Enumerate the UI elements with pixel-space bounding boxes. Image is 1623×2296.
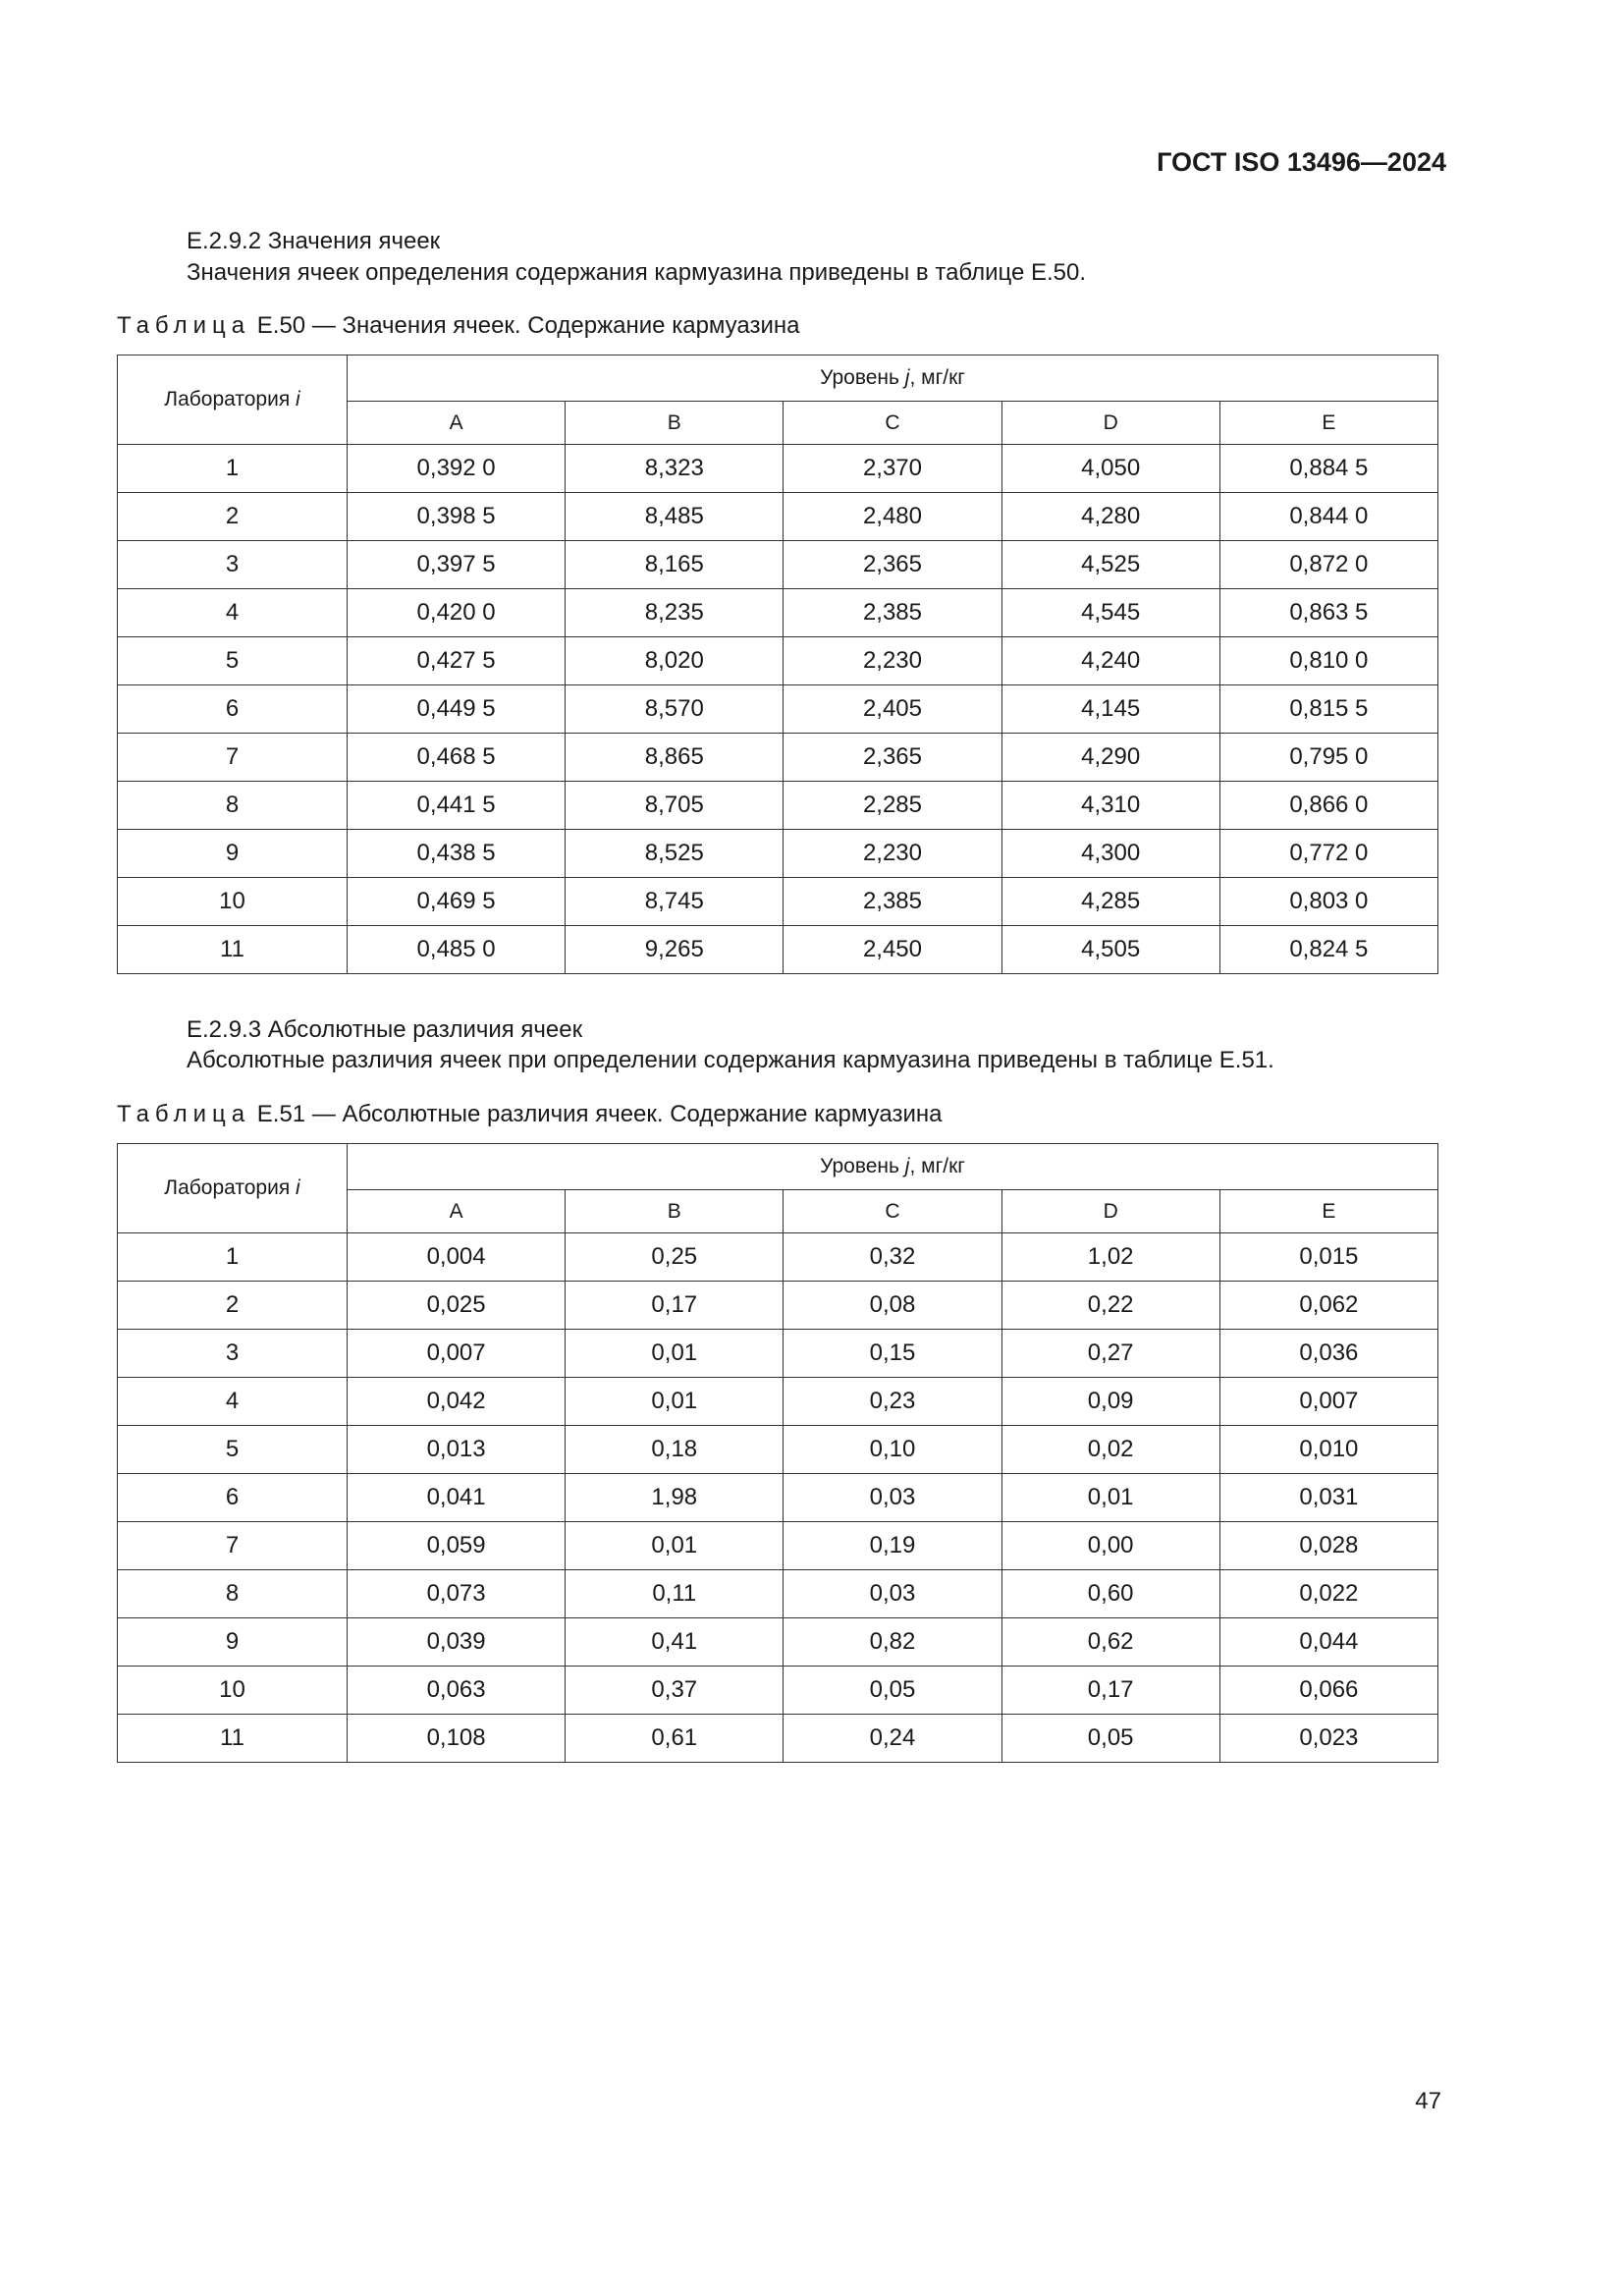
header-level-c: C [784, 1190, 1001, 1233]
lab-number-cell: 6 [118, 685, 348, 734]
lab-number-cell: 2 [118, 493, 348, 541]
value-cell: 0,063 [348, 1667, 566, 1715]
lab-number-cell: 4 [118, 589, 348, 637]
value-cell: 0,844 0 [1219, 493, 1437, 541]
value-cell: 0,22 [1001, 1282, 1219, 1330]
value-cell: 0,427 5 [348, 637, 566, 685]
lab-number-cell: 8 [118, 1570, 348, 1618]
value-cell: 0,441 5 [348, 782, 566, 830]
table-row [118, 1378, 1438, 1426]
value-cell: 0,884 5 [1219, 445, 1437, 493]
section-text-e292: Значения ячеек определения содержания кармуазина приведены в таблице Е.50. [187, 259, 1087, 286]
value-cell: 0,00 [1001, 1522, 1219, 1570]
lab-number-cell: 6 [118, 1474, 348, 1522]
value-cell: 0,042 [348, 1378, 566, 1426]
value-cell: 0,09 [1001, 1378, 1219, 1426]
table-row [118, 637, 1438, 685]
value-cell: 0,17 [1001, 1667, 1219, 1715]
value-cell: 0,41 [566, 1618, 784, 1667]
page-number: 47 [1415, 2088, 1441, 2114]
table-caption-e51 [117, 1101, 942, 1128]
value-cell: 0,02 [1001, 1426, 1219, 1474]
value-cell: 0,19 [784, 1522, 1001, 1570]
value-cell: 0,015 [1219, 1233, 1437, 1282]
value-cell: 0,025 [348, 1282, 566, 1330]
value-cell: 8,525 [566, 830, 784, 878]
table-row [118, 493, 1438, 541]
value-cell: 2,385 [784, 589, 1001, 637]
value-cell: 2,480 [784, 493, 1001, 541]
value-cell: 0,32 [784, 1233, 1001, 1282]
value-cell: 2,405 [784, 685, 1001, 734]
lab-number-cell: 3 [118, 541, 348, 589]
value-cell: 4,285 [1001, 878, 1219, 926]
value-cell: 0,031 [1219, 1474, 1437, 1522]
lab-number-cell: 1 [118, 445, 348, 493]
value-cell: 0,041 [348, 1474, 566, 1522]
value-cell: 0,824 5 [1219, 926, 1437, 974]
value-cell: 0,023 [1219, 1715, 1437, 1763]
value-cell: 0,01 [566, 1378, 784, 1426]
value-cell: 4,050 [1001, 445, 1219, 493]
caption-text: Е.50 — Значения ячеек. Содержание кармуазина [250, 312, 800, 339]
lab-number-cell: 4 [118, 1378, 348, 1426]
value-cell: 0,27 [1001, 1330, 1219, 1378]
value-cell: 0,08 [784, 1282, 1001, 1330]
value-cell: 0,772 0 [1219, 830, 1437, 878]
lab-number-cell: 2 [118, 1282, 348, 1330]
value-cell: 0,872 0 [1219, 541, 1437, 589]
value-cell: 4,280 [1001, 493, 1219, 541]
value-cell: 0,01 [1001, 1474, 1219, 1522]
value-cell: 0,18 [566, 1426, 784, 1474]
value-cell: 4,145 [1001, 685, 1219, 734]
value-cell: 0,013 [348, 1426, 566, 1474]
value-cell: 8,865 [566, 734, 784, 782]
value-cell: 0,866 0 [1219, 782, 1437, 830]
value-cell: 0,803 0 [1219, 878, 1437, 926]
header-level-c: C [784, 402, 1001, 445]
header-level: Уровень j, мг/кг [348, 355, 1438, 402]
lab-number-cell: 9 [118, 830, 348, 878]
value-cell: 0,010 [1219, 1426, 1437, 1474]
lab-number-cell: 1 [118, 1233, 348, 1282]
value-cell: 4,300 [1001, 830, 1219, 878]
value-cell: 4,545 [1001, 589, 1219, 637]
value-cell: 0,438 5 [348, 830, 566, 878]
value-cell: 0,028 [1219, 1522, 1437, 1570]
value-cell: 0,062 [1219, 1282, 1437, 1330]
value-cell: 0,05 [784, 1667, 1001, 1715]
table-row [118, 541, 1438, 589]
value-cell: 0,108 [348, 1715, 566, 1763]
table-row [118, 1667, 1438, 1715]
value-cell: 2,230 [784, 637, 1001, 685]
value-cell: 2,450 [784, 926, 1001, 974]
value-cell: 0,392 0 [348, 445, 566, 493]
section-text-e293: Абсолютные различия ячеек при определении содержания кармуазина приведены в таблице Е.51. [187, 1047, 1274, 1073]
value-cell: 0,044 [1219, 1618, 1437, 1667]
header-laboratory: Лаборатория i [118, 1144, 348, 1233]
value-cell: 0,039 [348, 1618, 566, 1667]
value-cell: 0,004 [348, 1233, 566, 1282]
value-cell: 0,469 5 [348, 878, 566, 926]
table-row [118, 878, 1438, 926]
value-cell: 2,365 [784, 541, 1001, 589]
value-cell: 8,570 [566, 685, 784, 734]
lab-number-cell: 7 [118, 1522, 348, 1570]
table-row [118, 734, 1438, 782]
value-cell: 4,290 [1001, 734, 1219, 782]
lab-number-cell: 9 [118, 1618, 348, 1667]
value-cell: 0,01 [566, 1522, 784, 1570]
value-cell: 0,420 0 [348, 589, 566, 637]
value-cell: 4,240 [1001, 637, 1219, 685]
value-cell: 0,036 [1219, 1330, 1437, 1378]
lab-number-cell: 3 [118, 1330, 348, 1378]
table-body [118, 1233, 1438, 1763]
value-cell: 8,485 [566, 493, 784, 541]
lab-number-cell: 10 [118, 1667, 348, 1715]
value-cell: 0,485 0 [348, 926, 566, 974]
value-cell: 8,235 [566, 589, 784, 637]
table-row [118, 1618, 1438, 1667]
value-cell: 0,23 [784, 1378, 1001, 1426]
value-cell: 0,15 [784, 1330, 1001, 1378]
table-e51 [117, 1143, 1438, 1763]
value-cell: 8,165 [566, 541, 784, 589]
lab-number-cell: 11 [118, 1715, 348, 1763]
value-cell: 2,385 [784, 878, 1001, 926]
value-cell: 0,01 [566, 1330, 784, 1378]
table-row [118, 1233, 1438, 1282]
value-cell: 0,25 [566, 1233, 784, 1282]
lab-number-cell: 10 [118, 878, 348, 926]
lab-number-cell: 7 [118, 734, 348, 782]
table-row [118, 685, 1438, 734]
value-cell: 0,11 [566, 1570, 784, 1618]
value-cell: 8,323 [566, 445, 784, 493]
value-cell: 2,230 [784, 830, 1001, 878]
value-cell: 2,370 [784, 445, 1001, 493]
value-cell: 0,24 [784, 1715, 1001, 1763]
table-row [118, 782, 1438, 830]
value-cell: 0,007 [1219, 1378, 1437, 1426]
header-level-d: D [1001, 402, 1219, 445]
value-cell: 0,863 5 [1219, 589, 1437, 637]
table-row [118, 1570, 1438, 1618]
value-cell: 0,795 0 [1219, 734, 1437, 782]
value-cell: 0,397 5 [348, 541, 566, 589]
header-level-e: E [1219, 402, 1437, 445]
value-cell: 0,066 [1219, 1667, 1437, 1715]
lab-number-cell: 8 [118, 782, 348, 830]
table-row [118, 445, 1438, 493]
value-cell: 0,60 [1001, 1570, 1219, 1618]
value-cell: 0,03 [784, 1474, 1001, 1522]
table-row [118, 1522, 1438, 1570]
table-row [118, 1426, 1438, 1474]
value-cell: 0,05 [1001, 1715, 1219, 1763]
header-level-a: A [348, 1190, 566, 1233]
lab-number-cell: 5 [118, 637, 348, 685]
header-level-b: B [566, 402, 784, 445]
table-row [118, 830, 1438, 878]
value-cell: 0,815 5 [1219, 685, 1437, 734]
section-title-e293: E.2.9.3 Абсолютные различия ячеек [187, 1016, 583, 1043]
table-row [118, 1282, 1438, 1330]
value-cell: 0,82 [784, 1618, 1001, 1667]
value-cell: 9,265 [566, 926, 784, 974]
value-cell: 0,468 5 [348, 734, 566, 782]
value-cell: 4,310 [1001, 782, 1219, 830]
value-cell: 2,285 [784, 782, 1001, 830]
caption-text: Е.51 — Абсолютные различия ячеек. Содержание кармуазина [250, 1101, 943, 1127]
value-cell: 8,705 [566, 782, 784, 830]
value-cell: 8,745 [566, 878, 784, 926]
table-row [118, 589, 1438, 637]
header-level-b: B [566, 1190, 784, 1233]
value-cell: 8,020 [566, 637, 784, 685]
table-row [118, 1330, 1438, 1378]
caption-prefix: Таблица [117, 312, 251, 339]
value-cell: 4,505 [1001, 926, 1219, 974]
header-laboratory: Лаборатория i [118, 355, 348, 445]
table-row [118, 1715, 1438, 1763]
value-cell: 0,007 [348, 1330, 566, 1378]
header-level: Уровень j, мг/кг [348, 1144, 1438, 1190]
lab-number-cell: 11 [118, 926, 348, 974]
header-level-e: E [1219, 1190, 1437, 1233]
header-level-a: A [348, 402, 566, 445]
header-level-d: D [1001, 1190, 1219, 1233]
value-cell: 0,37 [566, 1667, 784, 1715]
value-cell: 0,398 5 [348, 493, 566, 541]
value-cell: 0,022 [1219, 1570, 1437, 1618]
table-e50 [117, 355, 1438, 974]
table-caption-e50 [117, 312, 800, 340]
document-code: ГОСТ ISO 13496—2024 [1157, 147, 1446, 177]
value-cell: 0,073 [348, 1570, 566, 1618]
value-cell: 0,10 [784, 1426, 1001, 1474]
value-cell: 0,62 [1001, 1618, 1219, 1667]
value-cell: 0,03 [784, 1570, 1001, 1618]
value-cell: 0,61 [566, 1715, 784, 1763]
value-cell: 0,059 [348, 1522, 566, 1570]
value-cell: 2,365 [784, 734, 1001, 782]
lab-number-cell: 5 [118, 1426, 348, 1474]
table-row [118, 926, 1438, 974]
table-body [118, 445, 1438, 974]
value-cell: 0,449 5 [348, 685, 566, 734]
value-cell: 4,525 [1001, 541, 1219, 589]
caption-prefix: Таблица [117, 1101, 251, 1127]
value-cell: 1,02 [1001, 1233, 1219, 1282]
section-title-e292: E.2.9.2 Значения ячеек [187, 228, 441, 254]
table-row [118, 1474, 1438, 1522]
value-cell: 0,17 [566, 1282, 784, 1330]
value-cell: 1,98 [566, 1474, 784, 1522]
value-cell: 0,810 0 [1219, 637, 1437, 685]
